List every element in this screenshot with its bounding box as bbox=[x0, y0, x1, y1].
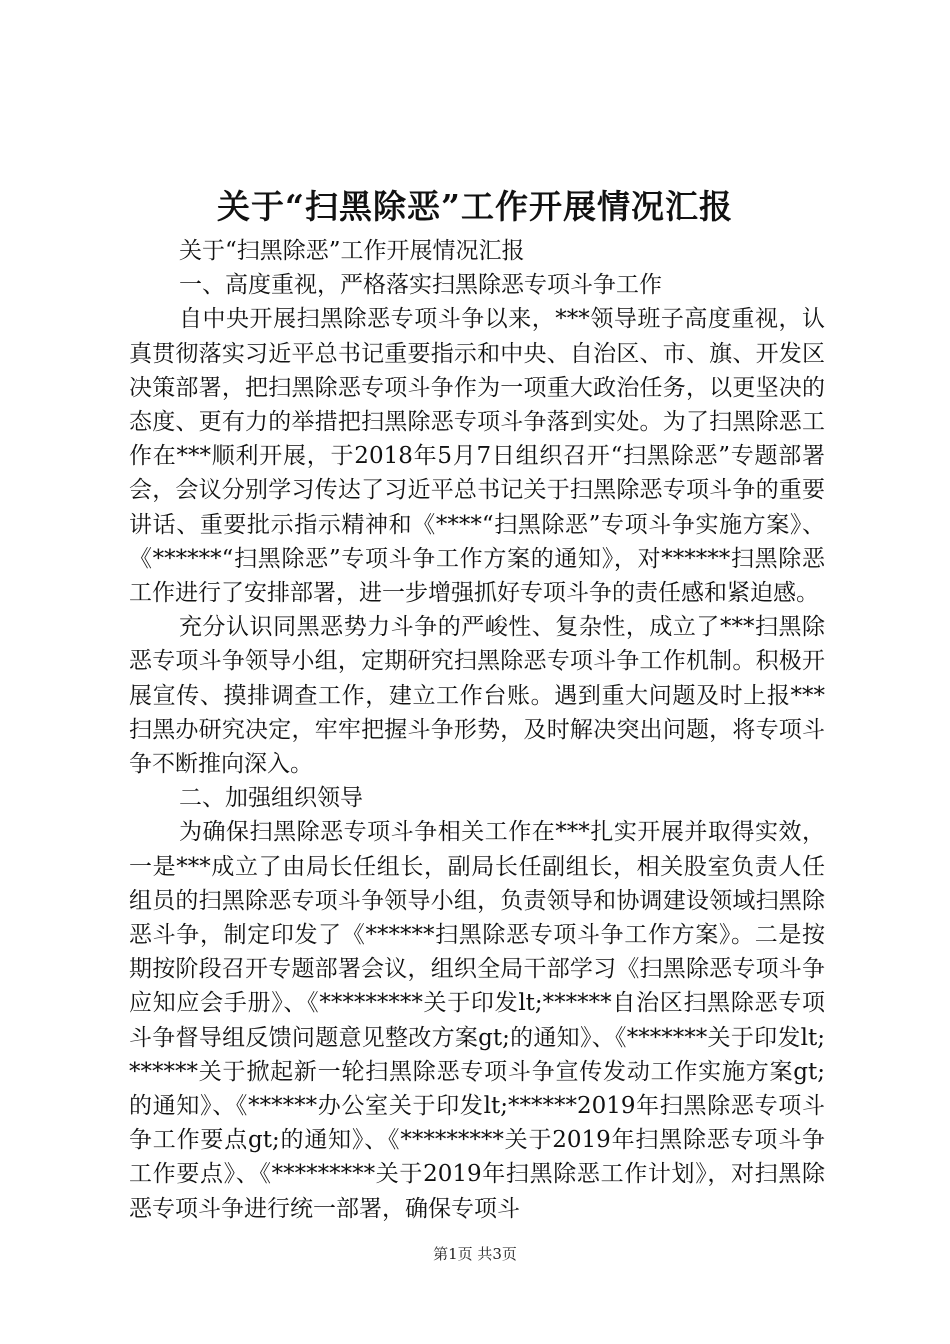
page-number: 第1页 共3页 bbox=[433, 1245, 517, 1263]
paragraph: 为确保扫黑除恶专项斗争相关工作在***扎实开展并取得实效，一是***成立了由局长任组长，副局长任副组长，相关股室负责人任组员的扫黑除恶专项斗争领导小组，负责领导和协调建设领域扫黑除恶斗争，制定印发了《******扫黑除恶专项斗争工作方案》。二是按期按阶段召开专题部署会议，组织全局干部学习《扫黑除恶专项斗争应知应会手册》、《*********关于印发lt;******自治区扫黑除恶专项斗争督导组反馈问题意见整改方案gt;的通知》、《*******关于印发lt;******关于掀起新一轮扫黑除恶专项斗争宣传发动工作实施方案gt;的通知》、《******办公室关于印发lt;******2019年扫黑除恶专项斗争工作要点gt;的通知》、《*********关于2019年扫黑除恶专项斗争工作要点》、《*********关于2019年扫黑除恶工作计划》，对扫黑除恶专项斗争进行统一部署，确保专项斗 bbox=[129, 819, 825, 1222]
paragraph: 充分认识同黑恶势力斗争的严峻性、复杂性，成立了***扫黑除恶专项斗争领导小组，定期研究扫黑除恶专项斗争工作机制。积极开展宣传、摸排调查工作，建立工作台账。遇到重大问题及时上报***扫黑办研究决定，牢牢把握斗争形势，及时解决突出问题，将专项斗争不断推向深入。 bbox=[129, 614, 825, 778]
document-body bbox=[129, 234, 825, 1226]
section-heading-2: 二、加强组织领导 bbox=[179, 785, 363, 812]
section-heading-1: 一、高度重视，严格落实扫黑除恶专项斗争工作 bbox=[179, 272, 662, 299]
document-title: 关于“扫黑除恶”工作开展情况汇报 bbox=[217, 187, 733, 226]
paragraph: 自中央开展扫黑除恶专项斗争以来，***领导班子高度重视，认真贯彻落实习近平总书记重要指示和中央、自治区、市、旗、开发区决策部署，把扫黑除恶专项斗争作为一项重大政治任务，以更坚决的态度、更有力的举措把扫黑除恶专项斗争落到实处。为了扫黑除恶工作在***顺利开展，于2018年5月7日组织召开“扫黑除恶”专题部署会，会议分别学习传达了习近平总书记关于扫黑除恶专项斗争的重要讲话、重要批示指示精神和《****“扫黑除恶”专项斗争实施方案》、《******“扫黑除恶”专项斗争工作方案的通知》，对******扫黑除恶工作进行了安排部署，进一步增强抓好专项斗争的责任感和紧迫感。 bbox=[129, 306, 825, 607]
paragraph-heading-repeat: 关于“扫黑除恶”工作开展情况汇报 bbox=[179, 238, 525, 264]
